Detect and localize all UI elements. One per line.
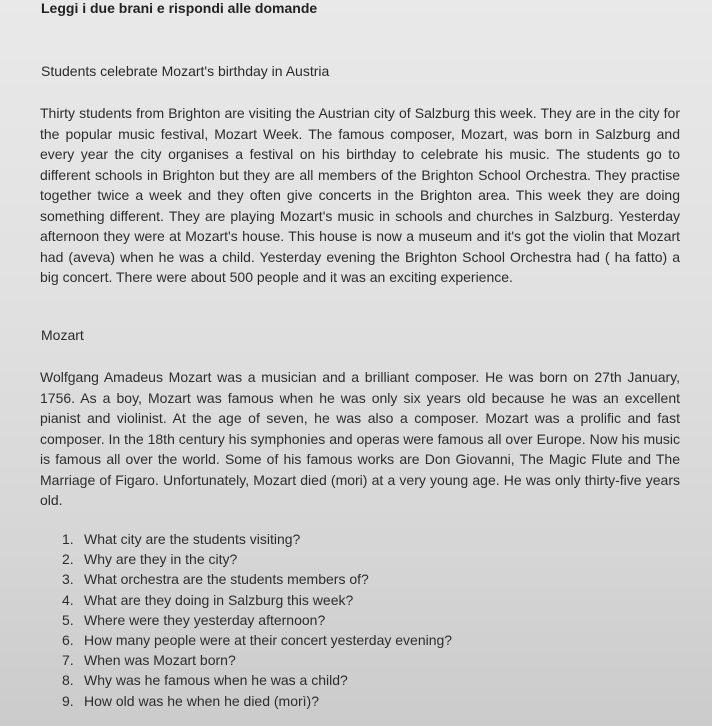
question-list <box>62 529 452 711</box>
passage-1-text: Thirty students from Brighton are visiting the Austrian city of Salzburg this week. They are in the city for the popular music festival, Mozart Week. The famous composer, Mozart, was born in Salzburg and every year the city organises a festival on his birthday to celebrate his music. The students go to different schools in Brighton but they are all members of the Brighton School Orchestra. They practise together twice a week and they often give concerts in the Brighton area. This week they are doing something different. They are playing Mozart's music in schools and churches in Salzburg. Yesterday afternoon they were at Mozart's house. This house is now a museum and it's got the violin that Mozart had (aveva) when he was a child. Yesterday evening the Brighton School Orchestra had ( ha fatto) a big concert. There were about 500 people and it was an exciting experience. <box>40 105 680 285</box>
question-text: What orchestra are the students members of? <box>84 571 369 588</box>
question-item <box>62 630 452 650</box>
passage-1-title: Students celebrate Mozart's birthday in Austria <box>41 63 330 79</box>
question-item <box>62 610 452 630</box>
question-item <box>62 529 452 549</box>
question-text: How old was he when he died (morì)? <box>84 692 320 709</box>
question-item <box>62 670 452 690</box>
question-number: 4. <box>62 591 74 608</box>
question-text: What city are the students visiting? <box>84 531 301 547</box>
instruction-heading: Leggi i due brani e rispondi alle domande <box>41 0 318 16</box>
question-text: Why was he famous when he was a child? <box>84 672 348 689</box>
question-text: Why are they in the city? <box>84 551 238 568</box>
question-number: 8. <box>62 672 74 689</box>
question-item <box>62 650 452 670</box>
question-number: 2. <box>62 551 74 568</box>
question-text: How many people were at their concert yesterday evening? <box>84 632 453 649</box>
question-number: 6. <box>62 632 74 649</box>
question-number: 5. <box>62 611 74 628</box>
passage-2-title: Mozart <box>41 327 84 343</box>
question-text: When was Mozart born? <box>84 652 236 669</box>
question-item <box>62 691 452 711</box>
question-text: What are they doing in Salzburg this week? <box>84 591 354 608</box>
question-number: 9. <box>62 692 74 709</box>
passage-2-text: Wolfgang Amadeus Mozart was a musician and a brilliant composer. He was born on 27th January, 1756. As a boy, Mozart was famous when he was only six years old because he was an excellent pianist and violinist. At the age of seven, he was also a composer. Mozart was a prolific and fast composer. In the 18th century his symphonies and operas were famous all over Europe. Now his music is famous all over the world. Some of his famous works are Don Giovanni, The Magic Flute and The Marriage of Figaro. Unfortunately, Mozart died (mori) at a very young age. He was only thirty-five years old. <box>40 369 680 508</box>
question-text: Where were they yesterday afternoon? <box>84 611 326 628</box>
question-item <box>62 569 452 589</box>
question-number: 7. <box>62 652 74 669</box>
question-item <box>62 549 452 569</box>
question-number: 1. <box>62 531 74 547</box>
question-number: 3. <box>62 571 74 588</box>
question-item <box>62 590 452 610</box>
